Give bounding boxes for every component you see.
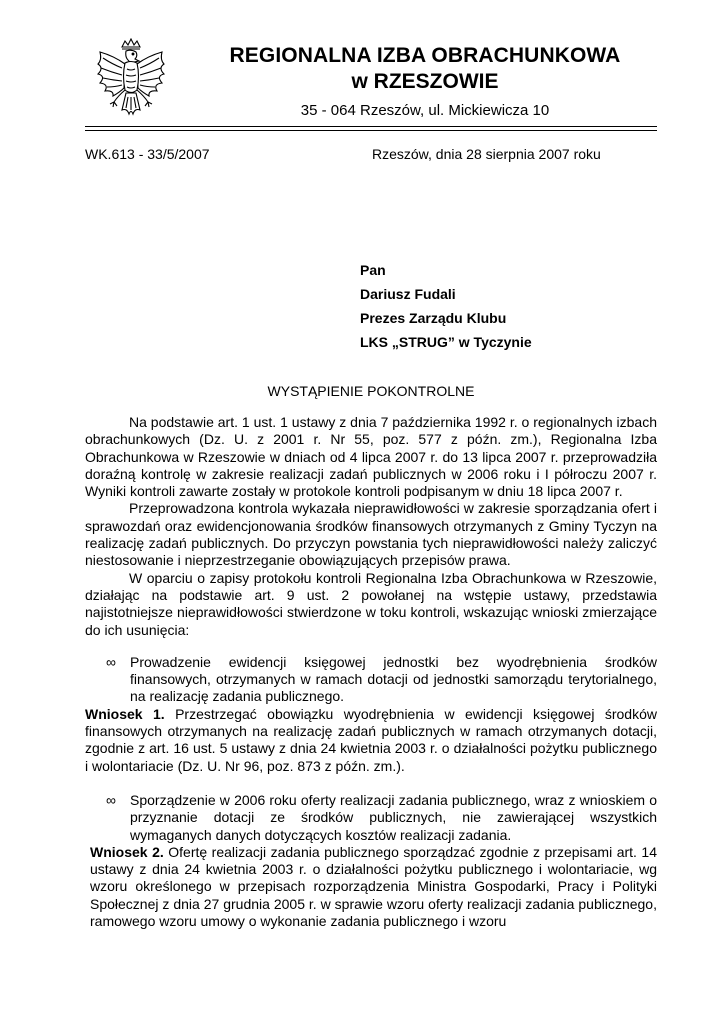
recommendation <box>85 844 657 930</box>
recipient-position: Prezes Zarządu Klubu <box>360 310 507 326</box>
header-rule <box>85 130 657 131</box>
document-body <box>85 414 657 930</box>
recipient-salutation: Pan <box>360 262 386 278</box>
paragraph: Przeprowadzona kontrola wykazała nieprawidłowości w zakresie sporządzania ofert i sprawozdań oraz ewidencjonowania środków finansowych otrzymanych z Gminy Tyczyn na realizację zadań publicznych. Do przyczyn powstania tych nieprawidłowości należy zaliczyć niestosowanie i nieprzestrzeganie obowiązujących przepisów prawa. <box>85 500 657 569</box>
paragraph: Na podstawie art. 1 ust. 1 ustawy z dnia 7 października 1992 r. o regionalnych izbach obrachunkowych (Dz. U. z 2001 r. Nr 55, poz. 577 z późn. zm.), Regionalna Izba Obrachunkowa w Rzeszowie w dniach od 4 lipca 2007 r. do 13 lipca 2007 r. przeprowadziła doraźną kontrolę w zakresie realizacji zadań publicznych w 2006 roku i I półroczu 2007 r. Wyniki kontroli zawarte zostały w protokole kontroli podpisanym w dniu 18 lipca 2007 r. <box>85 414 657 500</box>
recommendation-text: Ofertę realizacji zadania publicznego sporządzać zgodnie z przepisami art. 14 ustawy z dnia 24 kwietnia 2003 r. o działalności pożytku publicznego i wolontariacie, wg wzoru określonego w przepisach rozporządzenia Ministra Gospodarki, Pracy i Polityki Społecznej z dnia 27 grudnia 2005 r. w sprawie wzoru oferty realizacji zadania publicznego, ramowego wzoru umowy o wykonanie zadania publicznego i wzoru <box>90 843 657 930</box>
recommendation-text: Przestrzegać obowiązku wyodrębnienia w ewidencji księgowej środków finansowych otrzymanych na realizację zadań publicznych w ramach otrzymanych dotacji, zgodnie z art. 16 ust. 5 ustawy z dnia 24 kwietnia 2003 r. o działalności pożytku publicznego i wolontariacie (Dz. U. Nr 96, poz. 873 z późn. zm.). <box>85 705 657 774</box>
place-date: Rzeszów, dnia 28 sierpnia 2007 roku <box>372 146 601 162</box>
institution-name: REGIONALNA IZBA OBRACHUNKOWA <box>229 44 621 67</box>
institution-address: 35 - 064 Rzeszów, ul. Mickiewicza 10 <box>300 102 550 119</box>
finding-item <box>85 654 657 706</box>
recommendation-label: Wniosek 1. <box>85 705 165 722</box>
header-rule <box>85 126 657 127</box>
document-subject: WYSTĄPIENIE POKONTROLNE <box>267 383 475 399</box>
bullet-icon: ∞ <box>106 791 116 808</box>
recipient-organization: LKS „STRUG” w Tyczynie <box>360 334 532 350</box>
recommendation <box>85 706 657 775</box>
paragraph: W oparciu o zapisy protokołu kontroli Regionalna Izba Obrachunkowa w Rzeszowie, działając na podstawie art. 9 ust. 2 powołanej na wstępie ustawy, przedstawia najistotniejsze nieprawidłowości stwierdzone w toku kontroli, wskazując wnioski zmierzające do ich usunięcia: <box>85 569 657 638</box>
eagle-emblem-icon <box>92 38 170 122</box>
institution-city: w RZESZOWIE <box>351 70 499 93</box>
finding-text: Prowadzenie ewidencji księgowej jednostki bez wyodrębnienia środków finansowych, otrzymanych w ramach dotacji od jednostki samorządu terytorialnego, na realizację zadania publicznego. <box>130 653 657 705</box>
finding-text: Sporządzenie w 2006 roku oferty realizacji zadania publicznego, wraz z wnioskiem o przyznanie dotacji ze środków publicznych, nie zawierającej wszystkich wymaganych danych dotyczących kosztów realizacji zadania. <box>130 791 657 843</box>
recipient-name: Dariusz Fudali <box>360 286 456 302</box>
recipient-block <box>360 262 532 358</box>
recommendation-label: Wniosek 2. <box>90 843 164 860</box>
finding-item <box>85 792 657 844</box>
reference-number: WK.613 - 33/5/2007 <box>85 146 210 162</box>
bullet-icon: ∞ <box>106 653 116 670</box>
